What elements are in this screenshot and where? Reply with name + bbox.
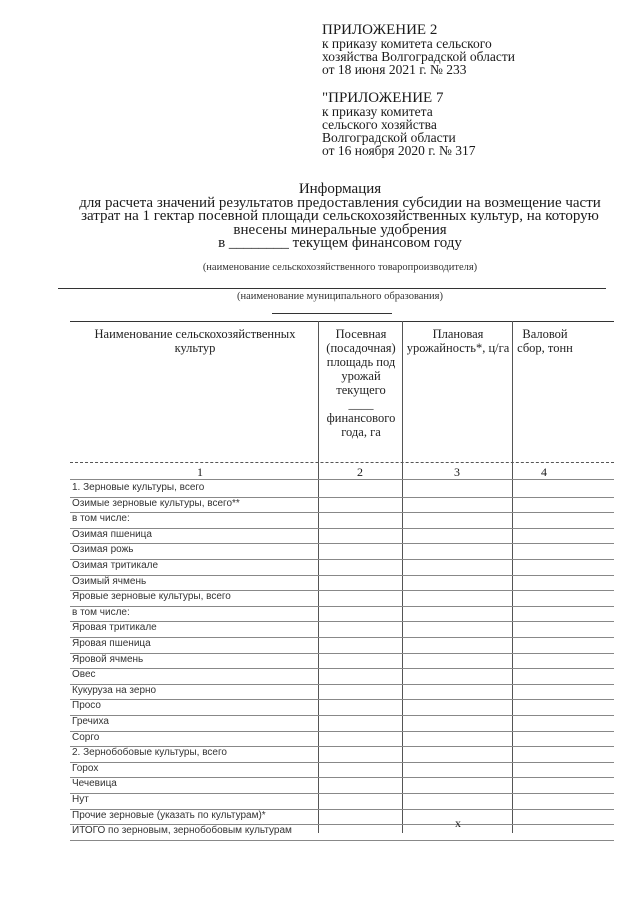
header2-line3: сельского хозяйства [322,117,437,132]
table-row-border [70,512,614,513]
title-line4: в ________ текущем финансовом году [218,235,462,251]
header2-line1: "ПРИЛОЖЕНИЕ 7 [322,90,444,106]
table-row-label: Кукуруза на зерно [72,684,157,696]
header1-line4: от 18 июня 2021 г. № 233 [322,62,467,77]
table-row-border [70,543,614,544]
table-row-label: Озимая пшеница [72,528,152,540]
header1-line2: к приказу комитета сельского [322,36,492,51]
table-row-label: Озимый ячмень [72,575,147,587]
table-row-border [70,731,614,732]
table-row-label: Горох [72,762,99,774]
table-row-label: Прочие зерновые (указать по культурам)* [72,809,266,821]
short-underline [272,313,392,314]
table-row-border [70,668,614,669]
col-number-2: 2 [357,465,363,479]
table-row-label: Озимые зерновые культуры, всего** [72,497,240,509]
table-row-border [70,715,614,716]
title-line2: затрат на 1 гектар посевной площади сельскохозяйственных культур, на которую [81,208,599,224]
municipality-caption: (наименование муниципального образования) [236,291,444,302]
numbers-bottom-border [70,479,614,480]
table-top-border [70,321,614,322]
table-row-border [70,762,614,763]
table-row-border [70,606,614,607]
table-row-label: ИТОГО по зерновым, зернобобовым культурам [72,825,292,837]
table-row-label: Чечевица [72,778,117,790]
table-row-label: Сорго [72,731,100,743]
table-row-border [70,840,614,841]
table-row-border [70,653,614,654]
table-row-border [70,793,614,794]
table-row-label: Гречиха [72,716,109,727]
title-heading: Информация [298,181,382,197]
table-row-label: 1. Зерновые культуры, всего [72,482,205,493]
producer-caption: (наименование сельскохозяйственного товаропроизводителя) [202,262,478,273]
table-row-label: Яровой ячмень [72,653,144,665]
col-number-1: 1 [197,465,203,479]
table-row-label: Яровая тритикале [72,622,157,634]
document-title [60,183,620,251]
table-row-label: Яровые зерновые культуры, всего [72,591,231,603]
header2-line5: от 16 ноября 2020 г. № 317 [322,143,476,158]
table-row-label: Овес [72,669,96,681]
header-appendix-7 [322,92,476,157]
table-row-label: в том числе: [72,606,130,618]
col-header-yield: Плановая урожайность*, ц/га [406,327,510,355]
table-col-divider-1 [318,321,319,833]
table-row-label: Нут [72,794,89,805]
header1-line3: хозяйства Волгоградской области [322,49,515,64]
col-header-harvest: Валовой сбор, тонн [517,327,573,355]
header2-line4: Волгоградской области [322,130,456,145]
table-col-divider-3 [512,321,513,833]
col-number-4: 4 [541,465,547,479]
header2-line2: к приказу комитета [322,104,433,119]
municipality-line [58,288,606,289]
table-row-border [70,637,614,638]
title-line1: для расчета значений результатов предоставления субсидии на возмещение части [79,194,601,211]
header-bottom-border [70,462,614,463]
col-number-3: 3 [454,465,460,479]
table-row-label: в том числе: [72,513,130,525]
table-row-border [70,777,614,778]
title-line3: внесены минеральные удобрения [233,221,447,238]
table-row-label: 2. Зернобобовые культуры, всего [72,747,227,759]
header1-line1: ПРИЛОЖЕНИЕ 2 [322,22,438,38]
table-row-border [70,699,614,700]
col-header-crop: Наименование сельскохозяйственных культур [94,327,296,355]
col-header-area: Посевная (посадочная) площадь под урожай текущего ____ финансового года, га [326,327,396,439]
total-row-yield-mark: x [455,816,461,830]
table-row-label: Просо [72,700,101,712]
table-row-border [70,575,614,576]
table-row-label: Озимая тритикале [72,560,159,571]
table-row-label: Яровая пшеница [72,638,151,649]
header-appendix-2 [322,24,515,76]
table-row-label: Озимая рожь [72,544,134,556]
table-col-divider-2 [402,321,403,833]
